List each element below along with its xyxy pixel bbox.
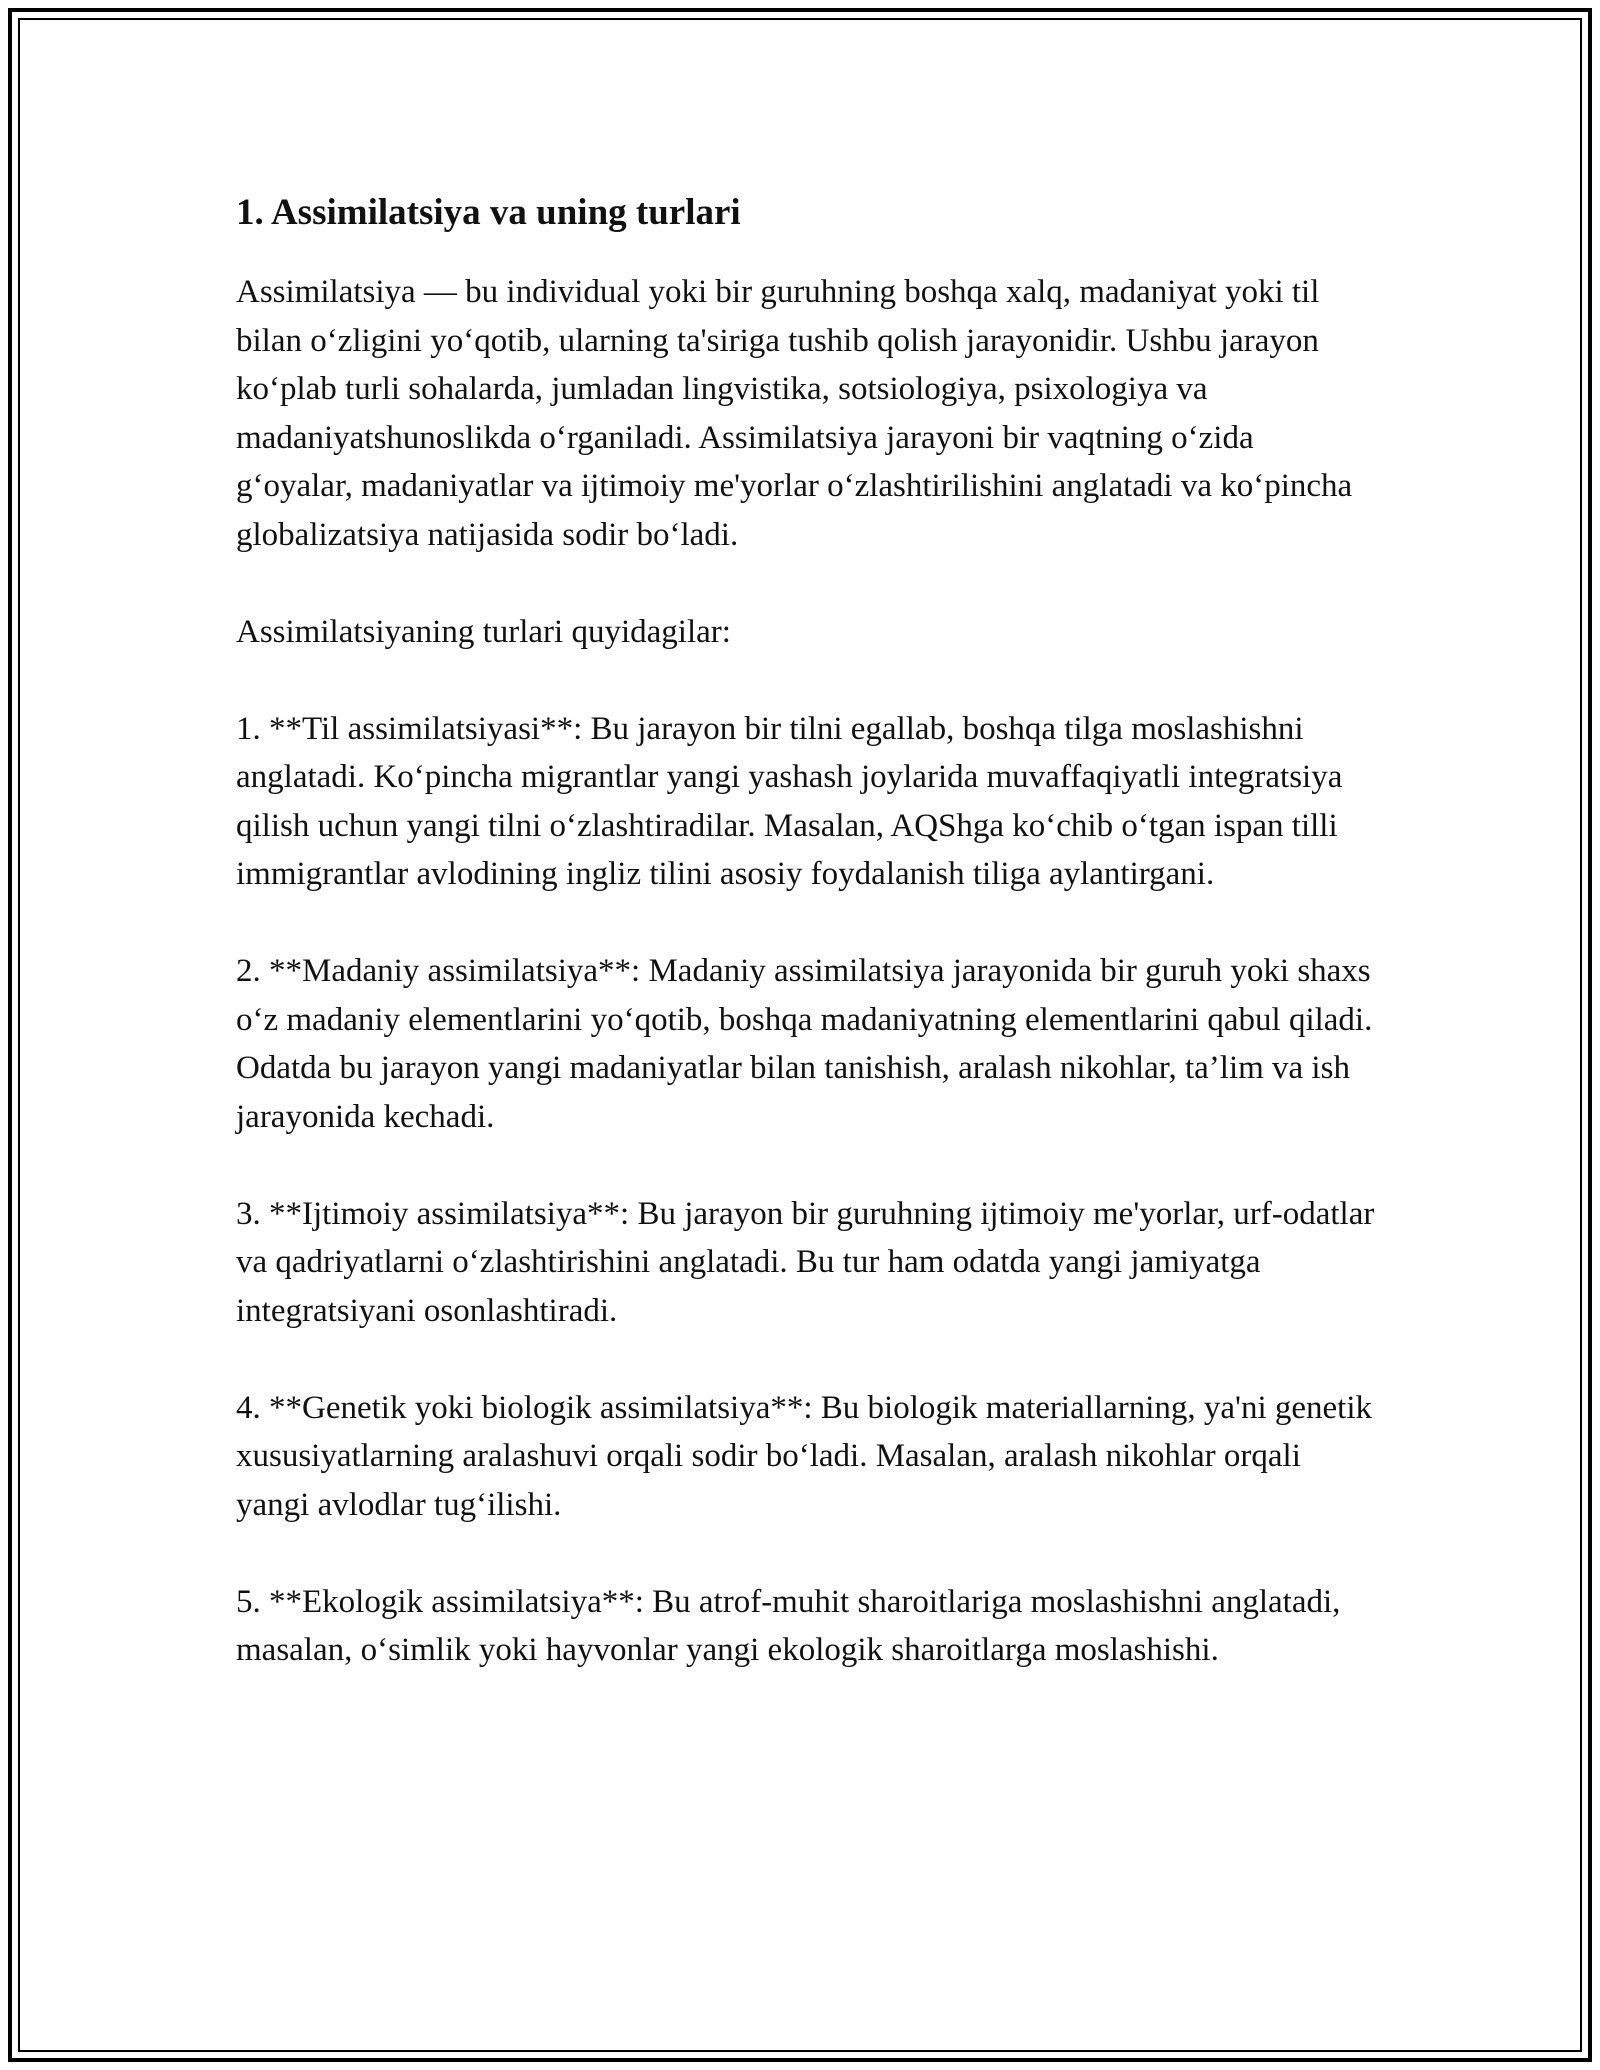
list-item-language: 1. **Til assimilatsiyasi**: Bu jarayon bir tilni egallab, boshqa tilga moslashishni anglatadi. Ko‘pincha migrantlar yangi yashash joylarida muvaffaqiyatli integratsiya qilish uchun yangi tilni o‘zlashtiradilar. Masalan, AQShga ko‘chib o‘tgan ispan tilli immigrantlar avlodining ingliz tilini asosiy foydalanish tiliga aylantirgani. [236, 710, 1343, 892]
list-item-cultural: 2. **Madaniy assimilatsiya**: Madaniy assimilatsiya jarayonida bir guruh yoki shaxs o‘z madaniy elementlarini yo‘qotib, boshqa madaniyatning elementlarini qabul qiladi. Odatda bu jarayon yangi madaniyatlar bilan tanishish, aralash nikohlar, ta’lim va ish jarayonida kechadi. [236, 953, 1373, 1135]
list-item-social: 3. **Ijtimoiy assimilatsiya**: Bu jarayon bir guruhning ijtimoiy me'yorlar, urf-odatlar va qadriyatlarni o‘zlashtirishini anglatadi. Bu tur ham odatda yangi jamiyatga integratsiyani osonlashtiradi. [236, 1195, 1375, 1329]
types-heading: Assimilatsiyaning turlari quyidagilar: [236, 613, 731, 650]
document-title: 1. Assimilatsiya va uning turlari [236, 192, 741, 233]
types-list [236, 705, 1396, 1675]
list-item-ecological: 5. **Ekologik assimilatsiya**: Bu atrof-muhit sharoitlariga moslashishni anglatadi, masalan, o‘simlik yoki hayvonlar yangi ekologik sharoitlarga moslashishi. [236, 1583, 1341, 1668]
list-item-genetic: 4. **Genetik yoki biologik assimilatsiya**: Bu biologik materiallarning, ya'ni genetik xususiyatlarning aralashuvi orqali sodir bo‘ladi. Masalan, aralash nikohlar orqali yangi avlodlar tug‘ilishi. [236, 1389, 1373, 1523]
intro-paragraph: Assimilatsiya — bu individual yoki bir guruhning boshqa xalq, madaniyat yoki til bilan o‘zligini yo‘qotib, ularning ta'siriga tushib qolish jarayonidir. Ushbu jarayon ko‘plab turli sohalarda, jumladan lingvistika, sotsiologiya, psixologiya va madaniyatshunoslikda o‘rganiladi. Assimilatsiya jarayoni bir vaqtning o‘zida g‘oyalar, madaniyatlar va ijtimoiy me'yorlar o‘zlashtirilishini anglatadi va ko‘pincha globalizatsiya natijasida sodir bo‘ladi. [236, 274, 1353, 553]
document-body [236, 186, 1396, 1723]
